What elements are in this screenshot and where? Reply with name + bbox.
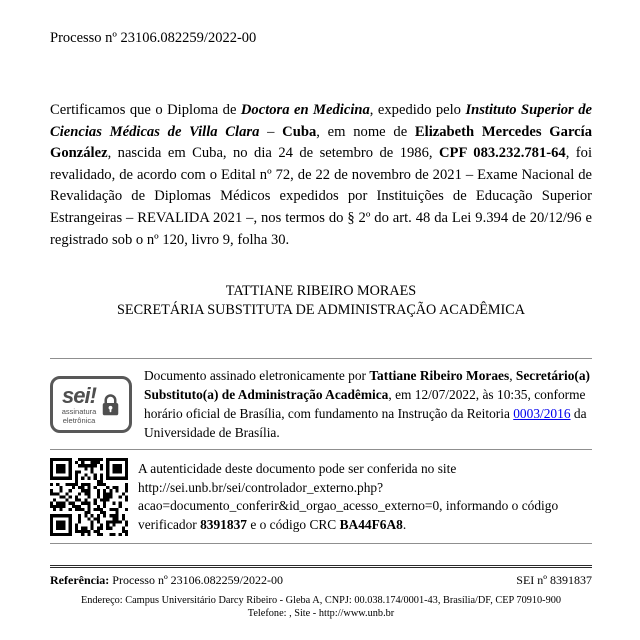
- padlock-icon: [101, 393, 120, 417]
- signature-block: [50, 282, 592, 320]
- reference: Referência: Processo nº 23106.082259/2022-00: [50, 573, 284, 588]
- footer-reference-row: [50, 573, 592, 588]
- sei-logo: [50, 376, 132, 433]
- verification-text: A autenticidade deste documento pode ser conferida no site http://sei.unb.br/sei/controlador_externo.php? acao=documento_conferir&id_orgao_acesso_externo=0, informando o código verificador 8391837 e o código CRC BA44F6A8.: [138, 460, 559, 533]
- holder-name: Elizabeth Mercedes García González: [50, 123, 592, 162]
- sei-number: SEI nº 8391837: [516, 573, 592, 588]
- signer-name: TATTIANE RIBEIRO MORAES: [225, 283, 417, 300]
- signer-role: SECRETÁRIA SUBSTITUTA DE ADMINISTRAÇÃO ACADÊMICA: [117, 302, 525, 319]
- instruction-link[interactable]: 0003/2016: [513, 405, 571, 421]
- sei-signature-row: [50, 359, 592, 449]
- verification-url: http://sei.unb.br/sei/controlador_externo.php?: [138, 479, 384, 495]
- reference-label: Referência:: [50, 573, 110, 588]
- footer-phone-site: Telefone: , Site - http://www.unb.br: [247, 608, 395, 620]
- sei-logo-text: sei! assinatura eletrônica: [61, 383, 97, 425]
- institution-name: Instituto Superior de Ciencias Médicas de Villa Clara: [50, 102, 592, 140]
- signature-statement: Documento assinado eletronicamente por Tattiane Ribeiro Moraes, Secretário(a) Substituto(a) de Administração Acadêmica, em 12/07/2022, às 10:35, conforme horário oficial de Brasília, com fundamento na Instrução da Reitoria 0003/2016 da Universidade de Brasília.: [144, 368, 590, 440]
- paragraph-text: Certificamos que o Diploma de: [50, 102, 241, 118]
- diploma-title: Doctora en Medicina: [240, 102, 370, 118]
- electronic-signature-section: [50, 358, 592, 544]
- country-name: Cuba: [282, 123, 317, 140]
- footer-double-rule: [50, 565, 592, 568]
- verification-row: [50, 450, 592, 543]
- verifier-code: 8391837: [200, 517, 247, 533]
- signed-by-role: Secretário(a) Substituto(a) de Administração Acadêmica: [144, 368, 590, 402]
- separator-line-bottom: [50, 543, 592, 544]
- process-number: Processo nº 23106.082259/2022-00: [50, 30, 257, 46]
- sei-brand: sei!: [62, 383, 96, 409]
- crc-code: BA44F6A8: [339, 517, 403, 533]
- footer-address: Endereço: Campus Universitário Darcy Ribeiro - Gleba A, CNPJ: 00.038.174/0001-43, Brasília/DF, CEP 70910-900: [80, 595, 562, 607]
- signed-by-name: Tattiane Ribeiro Moraes: [369, 368, 510, 384]
- qr-code: [50, 458, 128, 536]
- certificate-paragraph: Certificamos que o Diploma de Doctora en Medicina, expedido pelo Instituto Superior de Ciencias Médicas de Villa Clara – Cuba, em nome de Elizabeth Mercedes García González, nascida em Cuba, no dia 24 de setembro de 1986, CPF 083.232.781-64, foi revalidado, de acordo com o Edital nº 72, de 22 de novembro de 2021 – Exame Nacional de Revalidação de Diplomas Médicos expedidos por Instituições de Educação Superior Estrangeiras – REVALIDA 2021 –, nos termos do § 2º do art. 48 da Lei 9.394 de 20/12/96 e registrado sob o nº 120, livro 9, folha 30.: [50, 102, 593, 248]
- cpf-number: CPF 083.232.781-64: [439, 145, 566, 162]
